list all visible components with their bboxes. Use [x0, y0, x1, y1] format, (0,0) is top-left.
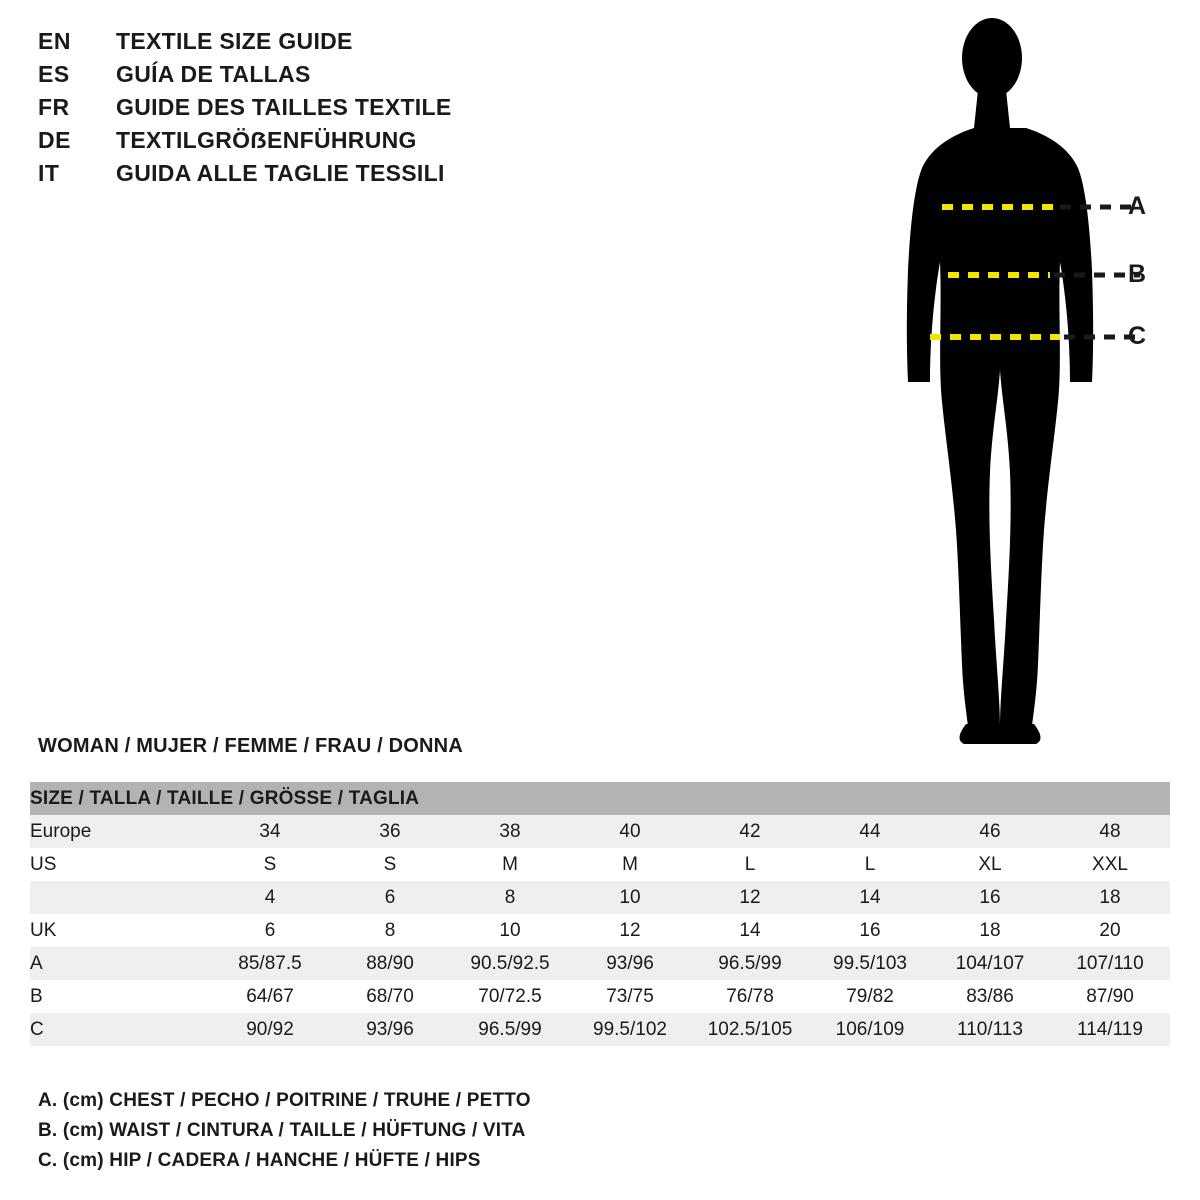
row-value: 93/96 — [606, 952, 654, 974]
table-header-label: SIZE / TALLA / TAILLE / GRÖSSE / TAGLIA — [30, 787, 420, 809]
row-label: B — [30, 985, 43, 1007]
row-value: 110/113 — [957, 1018, 1023, 1040]
row-label: Europe — [30, 820, 92, 842]
table-row — [30, 1013, 1170, 1046]
language-title: GUIDA ALLE TAGLIE TESSILI — [116, 160, 445, 186]
measure-label-c: C — [1128, 322, 1147, 350]
table-row — [30, 947, 1170, 980]
footnote-waist: B. (cm) WAIST / CINTURA / TAILLE / HÜFTUNG / VITA — [38, 1120, 526, 1141]
row-value: 76/78 — [726, 985, 774, 1007]
row-value: 34 — [259, 820, 281, 842]
row-value: 90.5/92.5 — [470, 952, 550, 974]
row-value: 46 — [979, 820, 1001, 842]
language-title: TEXTILGRÖẞENFÜHRUNG — [116, 127, 417, 153]
language-title: GUIDE DES TAILLES TEXTILE — [116, 94, 452, 120]
row-value: 16 — [979, 886, 1001, 908]
footnotes — [38, 1090, 838, 1180]
footnote-chest: A. (cm) CHEST / PECHO / POITRINE / TRUHE / PETTO — [38, 1090, 531, 1111]
female-silhouette-icon — [860, 10, 1190, 750]
row-value: 88/90 — [366, 952, 414, 974]
row-value: 93/96 — [366, 1018, 414, 1040]
row-value: 48 — [1099, 820, 1121, 842]
row-value: 20 — [1099, 919, 1121, 941]
row-value: 18 — [979, 919, 1001, 941]
row-value: 6 — [384, 886, 396, 908]
footnote-hip: C. (cm) HIP / CADERA / HANCHE / HÜFTE / HIPS — [38, 1150, 481, 1171]
table-row — [30, 815, 1170, 848]
row-value: 70/72.5 — [478, 985, 542, 1007]
row-label — [30, 881, 210, 914]
row-value: 87/90 — [1086, 985, 1134, 1007]
language-code: FR — [38, 94, 70, 120]
row-value: 12 — [619, 919, 641, 941]
row-value: 10 — [619, 886, 641, 908]
table-row — [30, 881, 1170, 914]
row-value: 14 — [739, 919, 761, 941]
row-value: S — [263, 853, 277, 875]
row-value: 38 — [499, 820, 521, 842]
row-value: 12 — [739, 886, 761, 908]
row-label: UK — [30, 919, 57, 941]
language-row — [38, 28, 638, 61]
row-value: 36 — [379, 820, 401, 842]
measure-label-b: B — [1128, 260, 1147, 288]
table-row — [30, 848, 1170, 881]
row-value: M — [502, 853, 518, 875]
row-value: 44 — [859, 820, 881, 842]
language-row — [38, 127, 638, 160]
row-value: 106/109 — [835, 1018, 905, 1040]
row-value: 79/82 — [846, 985, 894, 1007]
row-value: 64/67 — [246, 985, 294, 1007]
table-row — [30, 914, 1170, 947]
row-value: 14 — [859, 886, 881, 908]
size-table — [30, 782, 1170, 1046]
row-value: M — [622, 853, 638, 875]
language-title-block — [38, 28, 638, 193]
row-value: 102.5/105 — [707, 1018, 793, 1040]
row-value: 104/107 — [955, 952, 1025, 974]
language-code: EN — [38, 28, 71, 54]
row-value: 42 — [739, 820, 761, 842]
row-value: 73/75 — [606, 985, 654, 1007]
row-value: 107/110 — [1076, 952, 1144, 974]
language-row — [38, 160, 638, 193]
row-value: S — [383, 853, 397, 875]
row-value: XXL — [1092, 853, 1128, 875]
row-value: 6 — [264, 919, 276, 941]
row-value: 8 — [504, 886, 516, 908]
row-value: 96.5/99 — [478, 1018, 542, 1040]
section-heading-woman: WOMAN / MUJER / FEMME / FRAU / DONNA — [38, 735, 463, 757]
row-value: 99.5/103 — [833, 952, 907, 974]
language-code: ES — [38, 61, 70, 87]
language-row — [38, 94, 638, 127]
row-value: 4 — [264, 886, 276, 908]
row-value: 8 — [384, 919, 396, 941]
language-code: IT — [38, 160, 60, 186]
row-value: 96.5/99 — [718, 952, 782, 974]
row-label: A — [30, 952, 43, 974]
row-value: 68/70 — [366, 985, 414, 1007]
table-row — [30, 980, 1170, 1013]
measure-label-a: A — [1128, 192, 1147, 220]
row-value: L — [864, 853, 876, 875]
language-title: GUÍA DE TALLAS — [116, 61, 311, 87]
row-value: 85/87.5 — [238, 952, 302, 974]
row-value: 90/92 — [246, 1018, 294, 1040]
language-title: TEXTILE SIZE GUIDE — [116, 28, 353, 54]
language-row — [38, 61, 638, 94]
row-value: 16 — [859, 919, 881, 941]
row-value: 83/86 — [966, 985, 1014, 1007]
row-value: 18 — [1099, 886, 1121, 908]
row-label: C — [30, 1018, 44, 1040]
row-label: US — [30, 853, 57, 875]
body-measurement-figure — [860, 10, 1190, 750]
row-value: 114/119 — [1077, 1018, 1143, 1040]
table-header-row — [30, 782, 1170, 815]
row-value: 10 — [499, 919, 521, 941]
row-value: 40 — [619, 820, 641, 842]
row-value: XL — [978, 853, 1002, 875]
row-value: 99.5/102 — [593, 1018, 667, 1040]
language-code: DE — [38, 127, 71, 153]
row-value: L — [744, 853, 756, 875]
